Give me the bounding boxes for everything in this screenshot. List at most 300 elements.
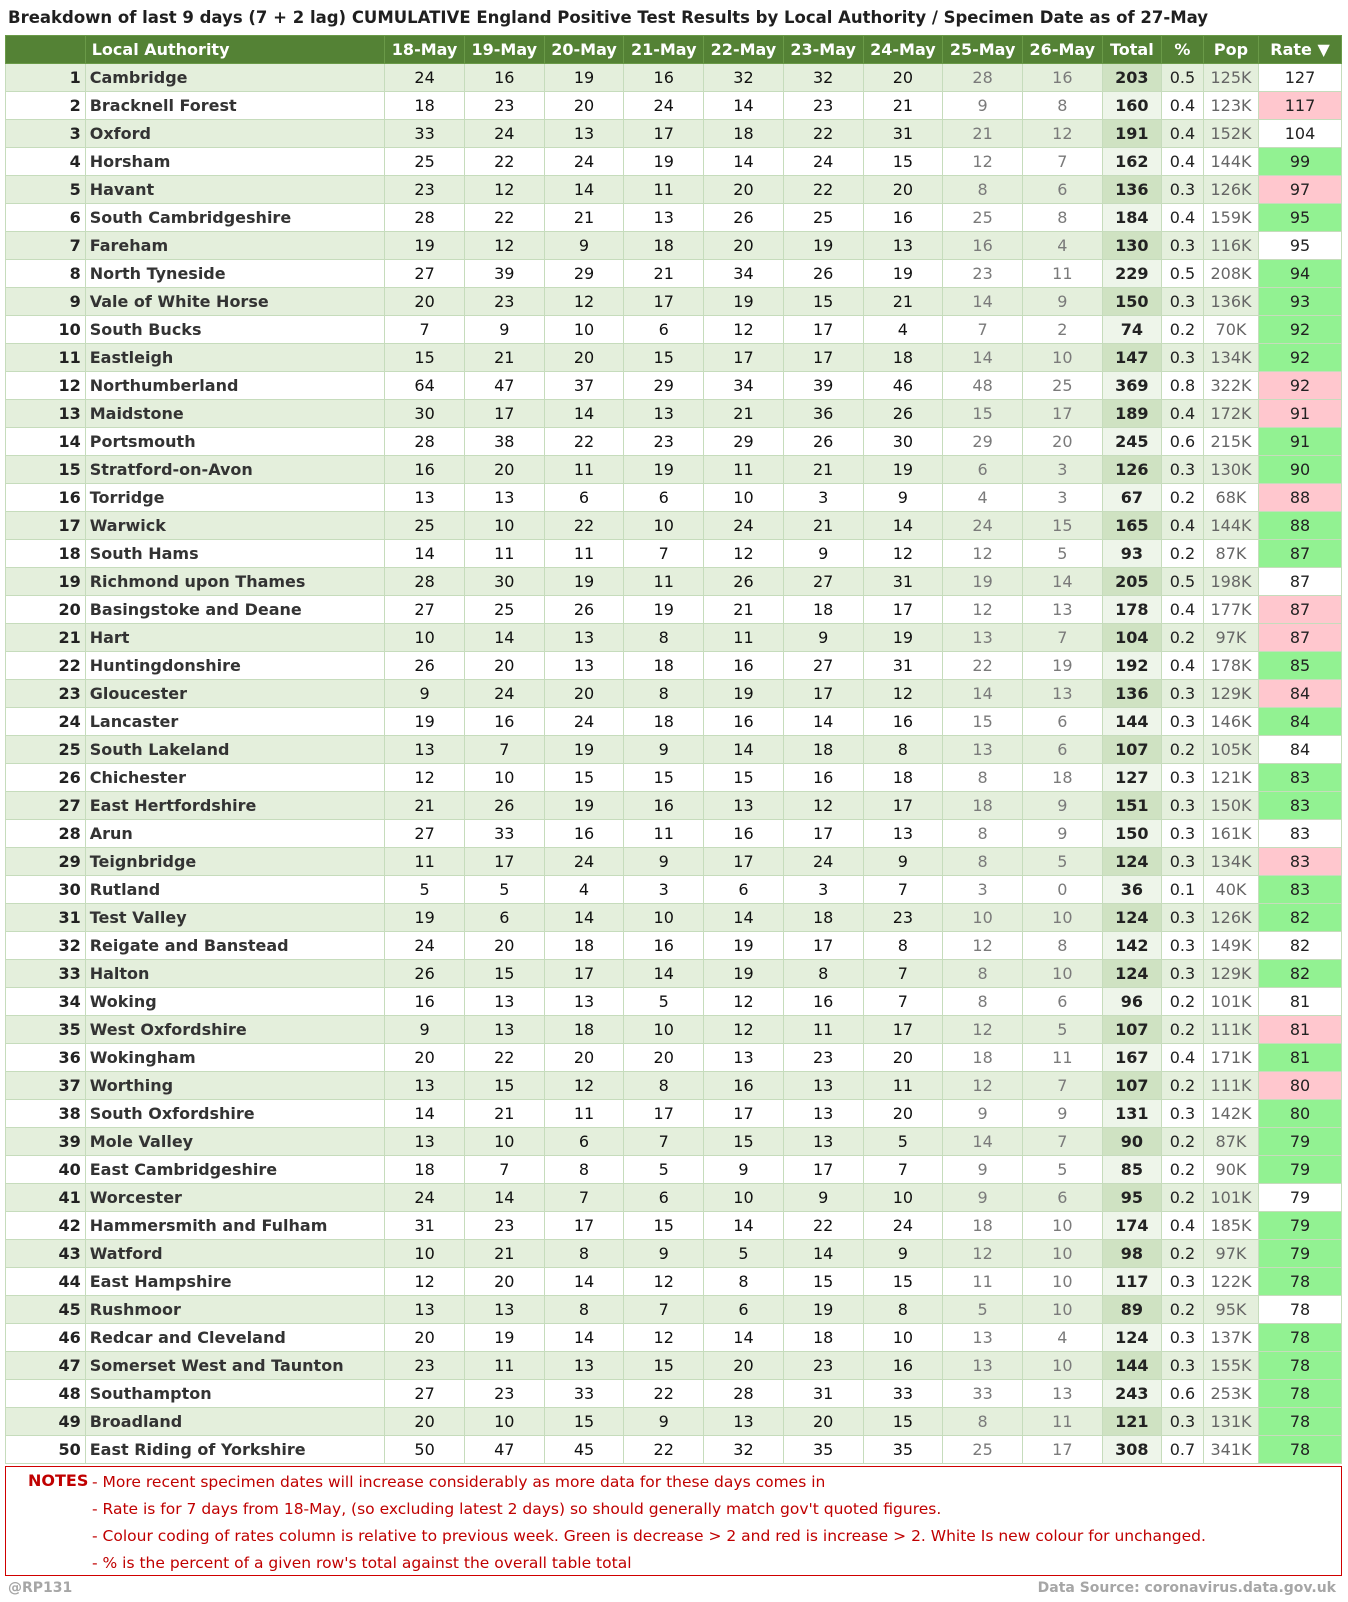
- day-count: 5: [704, 1240, 784, 1268]
- day-count: 19: [464, 1324, 544, 1352]
- lag-day-count: 7: [1022, 624, 1102, 652]
- lag-day-count: 8: [1022, 932, 1102, 960]
- day-count: 21: [783, 512, 863, 540]
- total-count: 147: [1102, 344, 1161, 372]
- total-count: 104: [1102, 624, 1161, 652]
- lag-day-count: 14: [943, 1128, 1023, 1156]
- table-row: [6, 792, 1342, 820]
- table-row: [6, 344, 1342, 372]
- day-count: 47: [464, 372, 544, 400]
- day-count: 33: [544, 1380, 624, 1408]
- day-count: 20: [704, 232, 784, 260]
- day-count: 26: [385, 652, 465, 680]
- rate-value: 80: [1259, 1072, 1342, 1100]
- lag-day-count: 23: [943, 260, 1023, 288]
- day-count: 11: [544, 540, 624, 568]
- local-authority-name: Eastleigh: [85, 344, 385, 372]
- rate-value: 92: [1259, 344, 1342, 372]
- table-row: [6, 876, 1342, 904]
- day-count: 8: [544, 1240, 624, 1268]
- total-count: 167: [1102, 1044, 1161, 1072]
- day-count: 15: [544, 764, 624, 792]
- lag-day-count: 22: [943, 652, 1023, 680]
- day-count: 8: [863, 1296, 943, 1324]
- population-value: 95K: [1203, 1296, 1258, 1324]
- table-row: [6, 400, 1342, 428]
- total-count: 142: [1102, 932, 1161, 960]
- day-count: 18: [624, 232, 704, 260]
- lag-day-count: 12: [943, 1072, 1023, 1100]
- local-authority-name: Oxford: [85, 120, 385, 148]
- day-count: 8: [783, 960, 863, 988]
- day-count: 34: [704, 372, 784, 400]
- day-count: 12: [863, 680, 943, 708]
- row-index: 8: [6, 260, 86, 288]
- table-row: [6, 1044, 1342, 1072]
- row-index: 11: [6, 344, 86, 372]
- row-index: 15: [6, 456, 86, 484]
- day-count: 20: [464, 1268, 544, 1296]
- day-count: 7: [863, 960, 943, 988]
- day-count: 21: [624, 260, 704, 288]
- day-count: 32: [704, 64, 784, 92]
- lag-day-count: 8: [943, 820, 1023, 848]
- percent-value: 0.4: [1161, 512, 1203, 540]
- day-count: 20: [863, 64, 943, 92]
- day-count: 17: [783, 316, 863, 344]
- day-count: 10: [624, 904, 704, 932]
- local-authority-name: Portsmouth: [85, 428, 385, 456]
- lag-day-count: 15: [943, 708, 1023, 736]
- day-count: 21: [704, 400, 784, 428]
- percent-value: 0.4: [1161, 596, 1203, 624]
- lag-day-count: 6: [1022, 708, 1102, 736]
- day-count: 12: [464, 176, 544, 204]
- day-count: 20: [464, 932, 544, 960]
- percent-value: 0.3: [1161, 1408, 1203, 1436]
- day-count: 19: [783, 1296, 863, 1324]
- day-count: 24: [783, 848, 863, 876]
- rate-value: 78: [1259, 1436, 1342, 1464]
- percent-value: 0.3: [1161, 764, 1203, 792]
- lag-day-count: 10: [1022, 1268, 1102, 1296]
- day-count: 19: [704, 960, 784, 988]
- day-count: 8: [624, 680, 704, 708]
- day-count: 22: [464, 204, 544, 232]
- day-count: 25: [464, 596, 544, 624]
- local-authority-name: North Tyneside: [85, 260, 385, 288]
- row-index: 42: [6, 1212, 86, 1240]
- table-row: [6, 568, 1342, 596]
- day-count: 20: [863, 1044, 943, 1072]
- day-count: 17: [783, 344, 863, 372]
- day-count: 24: [544, 848, 624, 876]
- lag-day-count: 25: [1022, 372, 1102, 400]
- day-count: 10: [385, 1240, 465, 1268]
- day-count: 15: [544, 1408, 624, 1436]
- local-authority-name: East Hampshire: [85, 1268, 385, 1296]
- day-count: 21: [704, 596, 784, 624]
- percent-value: 0.2: [1161, 1128, 1203, 1156]
- local-authority-name: Basingstoke and Deane: [85, 596, 385, 624]
- day-count: 19: [704, 288, 784, 316]
- lag-day-count: 9: [943, 1184, 1023, 1212]
- lag-day-count: 9: [1022, 1100, 1102, 1128]
- percent-value: 0.3: [1161, 1100, 1203, 1128]
- day-count: 18: [783, 1324, 863, 1352]
- day-count: 15: [624, 764, 704, 792]
- day-count: 24: [624, 92, 704, 120]
- rate-value: 81: [1259, 1044, 1342, 1072]
- note-item: - Rate is for 7 days from 18-May, (so excluding latest 2 days) so should generally match gov't quoted figures.: [92, 1500, 942, 1518]
- day-count: 12: [544, 288, 624, 316]
- rate-value: 84: [1259, 680, 1342, 708]
- day-count: 26: [544, 596, 624, 624]
- day-count: 18: [624, 652, 704, 680]
- lag-day-count: 13: [943, 1352, 1023, 1380]
- day-count: 9: [863, 484, 943, 512]
- local-authority-name: Broadland: [85, 1408, 385, 1436]
- header-rate-sort[interactable]: Rate ▼: [1259, 36, 1342, 64]
- rate-value: 87: [1259, 596, 1342, 624]
- row-index: 36: [6, 1044, 86, 1072]
- percent-value: 0.7: [1161, 1436, 1203, 1464]
- author-handle: @RP131: [8, 1580, 73, 1596]
- day-count: 22: [624, 1436, 704, 1464]
- day-count: 10: [464, 512, 544, 540]
- day-count: 9: [783, 624, 863, 652]
- day-count: 5: [464, 876, 544, 904]
- day-count: 16: [783, 764, 863, 792]
- day-count: 16: [863, 708, 943, 736]
- rate-value: 87: [1259, 540, 1342, 568]
- lag-day-count: 11: [943, 1268, 1023, 1296]
- total-count: 96: [1102, 988, 1161, 1016]
- total-count: 144: [1102, 1352, 1161, 1380]
- table-row: [6, 372, 1342, 400]
- total-count: 107: [1102, 1072, 1161, 1100]
- lag-day-count: 8: [943, 848, 1023, 876]
- day-count: 10: [704, 1184, 784, 1212]
- day-count: 19: [544, 792, 624, 820]
- lag-day-count: 20: [1022, 428, 1102, 456]
- day-count: 13: [464, 1016, 544, 1044]
- day-count: 26: [464, 792, 544, 820]
- row-index: 25: [6, 736, 86, 764]
- rate-value: 82: [1259, 960, 1342, 988]
- row-index: 22: [6, 652, 86, 680]
- day-count: 13: [464, 1296, 544, 1324]
- table-row: [6, 148, 1342, 176]
- day-count: 16: [385, 456, 465, 484]
- population-value: 150K: [1203, 792, 1258, 820]
- header-percent: %: [1161, 36, 1203, 64]
- day-count: 39: [464, 260, 544, 288]
- day-count: 29: [544, 260, 624, 288]
- day-count: 9: [624, 848, 704, 876]
- header-population: Pop: [1203, 36, 1258, 64]
- row-index: 33: [6, 960, 86, 988]
- day-count: 7: [624, 1128, 704, 1156]
- day-count: 12: [385, 1268, 465, 1296]
- day-count: 13: [385, 1072, 465, 1100]
- lag-day-count: 8: [943, 764, 1023, 792]
- day-count: 35: [863, 1436, 943, 1464]
- table-row: [6, 904, 1342, 932]
- table-row: [6, 1212, 1342, 1240]
- rate-value: 85: [1259, 652, 1342, 680]
- rate-value: 88: [1259, 484, 1342, 512]
- lag-day-count: 4: [1022, 1324, 1102, 1352]
- population-value: 126K: [1203, 904, 1258, 932]
- day-count: 20: [704, 176, 784, 204]
- notes-box: [5, 1466, 1342, 1576]
- rate-value: 80: [1259, 1100, 1342, 1128]
- day-count: 20: [544, 92, 624, 120]
- day-count: 9: [464, 316, 544, 344]
- local-authority-name: Teignbridge: [85, 848, 385, 876]
- day-count: 27: [783, 652, 863, 680]
- percent-value: 0.2: [1161, 484, 1203, 512]
- population-value: 152K: [1203, 120, 1258, 148]
- rate-value: 83: [1259, 848, 1342, 876]
- lag-day-count: 14: [1022, 568, 1102, 596]
- percent-value: 0.4: [1161, 1212, 1203, 1240]
- local-authority-name: Gloucester: [85, 680, 385, 708]
- day-count: 18: [624, 708, 704, 736]
- lag-day-count: 18: [943, 792, 1023, 820]
- day-count: 22: [783, 1212, 863, 1240]
- table-row: [6, 1408, 1342, 1436]
- lag-day-count: 9: [943, 92, 1023, 120]
- day-count: 38: [464, 428, 544, 456]
- total-count: 67: [1102, 484, 1161, 512]
- table-row: [6, 1296, 1342, 1324]
- lag-day-count: 8: [943, 1408, 1023, 1436]
- table-row: [6, 820, 1342, 848]
- day-count: 23: [783, 1352, 863, 1380]
- day-count: 7: [624, 540, 704, 568]
- percent-value: 0.4: [1161, 1044, 1203, 1072]
- population-value: 87K: [1203, 1128, 1258, 1156]
- day-count: 7: [544, 1184, 624, 1212]
- day-count: 19: [624, 596, 704, 624]
- day-count: 13: [783, 1072, 863, 1100]
- lag-day-count: 28: [943, 64, 1023, 92]
- lag-day-count: 10: [1022, 1212, 1102, 1240]
- population-value: 185K: [1203, 1212, 1258, 1240]
- local-authority-name: Chichester: [85, 764, 385, 792]
- day-count: 20: [385, 1324, 465, 1352]
- population-value: 134K: [1203, 848, 1258, 876]
- percent-value: 0.3: [1161, 708, 1203, 736]
- table-row: [6, 176, 1342, 204]
- table-row: [6, 64, 1342, 92]
- row-index: 2: [6, 92, 86, 120]
- day-count: 9: [783, 540, 863, 568]
- percent-value: 0.2: [1161, 1156, 1203, 1184]
- total-count: 124: [1102, 904, 1161, 932]
- lag-day-count: 9: [943, 1156, 1023, 1184]
- day-count: 35: [783, 1436, 863, 1464]
- day-count: 23: [783, 1044, 863, 1072]
- day-count: 11: [704, 456, 784, 484]
- rate-value: 99: [1259, 148, 1342, 176]
- day-count: 36: [783, 400, 863, 428]
- day-count: 34: [704, 260, 784, 288]
- percent-value: 0.3: [1161, 176, 1203, 204]
- day-count: 19: [624, 148, 704, 176]
- day-count: 7: [464, 736, 544, 764]
- total-count: 126: [1102, 456, 1161, 484]
- data-source: Data Source: coronavirus.data.gov.uk: [1037, 1580, 1336, 1596]
- day-count: 9: [544, 232, 624, 260]
- day-count: 16: [624, 932, 704, 960]
- total-count: 90: [1102, 1128, 1161, 1156]
- table-row: [6, 652, 1342, 680]
- day-count: 27: [385, 260, 465, 288]
- day-count: 28: [385, 204, 465, 232]
- lag-day-count: 18: [1022, 764, 1102, 792]
- day-count: 17: [863, 792, 943, 820]
- day-count: 10: [464, 1128, 544, 1156]
- lag-day-count: 9: [943, 1100, 1023, 1128]
- lag-day-count: 13: [943, 1324, 1023, 1352]
- local-authority-name: South Bucks: [85, 316, 385, 344]
- day-count: 13: [783, 1128, 863, 1156]
- day-count: 4: [863, 316, 943, 344]
- lag-day-count: 15: [1022, 512, 1102, 540]
- lag-day-count: 9: [1022, 820, 1102, 848]
- row-index: 43: [6, 1240, 86, 1268]
- day-count: 28: [385, 428, 465, 456]
- table-row: [6, 1240, 1342, 1268]
- day-count: 19: [385, 232, 465, 260]
- row-index: 13: [6, 400, 86, 428]
- percent-value: 0.6: [1161, 1380, 1203, 1408]
- day-count: 6: [624, 316, 704, 344]
- row-index: 1: [6, 64, 86, 92]
- population-value: 172K: [1203, 400, 1258, 428]
- lag-day-count: 33: [943, 1380, 1023, 1408]
- lag-day-count: 6: [943, 456, 1023, 484]
- day-count: 13: [385, 484, 465, 512]
- day-count: 25: [385, 512, 465, 540]
- row-index: 39: [6, 1128, 86, 1156]
- lag-day-count: 19: [1022, 652, 1102, 680]
- day-count: 20: [464, 652, 544, 680]
- day-count: 10: [624, 512, 704, 540]
- day-count: 19: [385, 708, 465, 736]
- day-count: 20: [385, 1044, 465, 1072]
- row-index: 26: [6, 764, 86, 792]
- local-authority-name: Worcester: [85, 1184, 385, 1212]
- day-count: 22: [544, 512, 624, 540]
- population-value: 177K: [1203, 596, 1258, 624]
- day-count: 16: [624, 64, 704, 92]
- lag-day-count: 5: [1022, 1156, 1102, 1184]
- population-value: 130K: [1203, 456, 1258, 484]
- total-count: 245: [1102, 428, 1161, 456]
- rate-value: 79: [1259, 1156, 1342, 1184]
- total-count: 150: [1102, 288, 1161, 316]
- total-count: 144: [1102, 708, 1161, 736]
- day-count: 10: [544, 316, 624, 344]
- percent-value: 0.2: [1161, 540, 1203, 568]
- day-count: 9: [624, 1408, 704, 1436]
- percent-value: 0.3: [1161, 456, 1203, 484]
- lag-day-count: 4: [1022, 232, 1102, 260]
- day-count: 16: [704, 708, 784, 736]
- day-count: 8: [624, 624, 704, 652]
- header-date: 24-May: [863, 36, 943, 64]
- lag-day-count: 15: [943, 400, 1023, 428]
- day-count: 21: [464, 1240, 544, 1268]
- day-count: 7: [464, 1156, 544, 1184]
- day-count: 22: [464, 1044, 544, 1072]
- population-value: 122K: [1203, 1268, 1258, 1296]
- rate-value: 82: [1259, 904, 1342, 932]
- local-authority-name: Maidstone: [85, 400, 385, 428]
- table-row: [6, 512, 1342, 540]
- percent-value: 0.3: [1161, 344, 1203, 372]
- rate-value: 79: [1259, 1128, 1342, 1156]
- day-count: 19: [783, 232, 863, 260]
- total-count: 124: [1102, 1324, 1161, 1352]
- row-index: 31: [6, 904, 86, 932]
- population-value: 144K: [1203, 148, 1258, 176]
- local-authority-name: Hart: [85, 624, 385, 652]
- notes-label: NOTES: [28, 1471, 89, 1490]
- lag-day-count: 17: [1022, 400, 1102, 428]
- day-count: 17: [863, 1016, 943, 1044]
- total-count: 107: [1102, 1016, 1161, 1044]
- day-count: 11: [624, 568, 704, 596]
- day-count: 7: [863, 876, 943, 904]
- total-count: 121: [1102, 1408, 1161, 1436]
- day-count: 22: [783, 120, 863, 148]
- day-count: 13: [544, 120, 624, 148]
- day-count: 14: [464, 624, 544, 652]
- day-count: 17: [704, 1100, 784, 1128]
- day-count: 19: [704, 680, 784, 708]
- table-row: [6, 92, 1342, 120]
- percent-value: 0.2: [1161, 1016, 1203, 1044]
- lag-day-count: 12: [943, 596, 1023, 624]
- lag-day-count: 3: [1022, 484, 1102, 512]
- day-count: 8: [863, 736, 943, 764]
- total-count: 93: [1102, 540, 1161, 568]
- rate-value: 92: [1259, 372, 1342, 400]
- percent-value: 0.3: [1161, 288, 1203, 316]
- day-count: 23: [385, 176, 465, 204]
- table-row: [6, 1380, 1342, 1408]
- lag-day-count: 11: [1022, 260, 1102, 288]
- local-authority-name: Woking: [85, 988, 385, 1016]
- rate-value: 87: [1259, 624, 1342, 652]
- rate-value: 87: [1259, 568, 1342, 596]
- day-count: 19: [624, 456, 704, 484]
- lag-day-count: 29: [943, 428, 1023, 456]
- total-count: 165: [1102, 512, 1161, 540]
- lag-day-count: 7: [1022, 1072, 1102, 1100]
- total-count: 308: [1102, 1436, 1161, 1464]
- day-count: 21: [783, 456, 863, 484]
- total-count: 131: [1102, 1100, 1161, 1128]
- local-authority-name: Reigate and Banstead: [85, 932, 385, 960]
- percent-value: 0.4: [1161, 652, 1203, 680]
- local-authority-name: Worthing: [85, 1072, 385, 1100]
